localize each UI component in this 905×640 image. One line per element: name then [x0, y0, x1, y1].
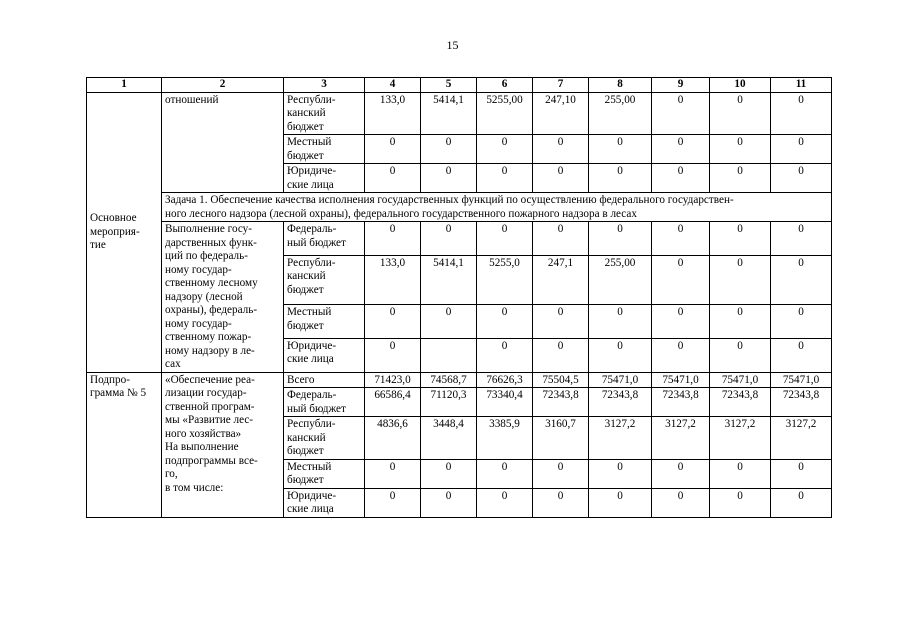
value-cell: 5255,00 [477, 92, 533, 135]
value-cell: 66586,4 [365, 388, 421, 417]
value-cell [421, 338, 477, 372]
funding-source-cell: Местный бюджет [284, 459, 365, 488]
value-cell: 0 [771, 255, 832, 304]
value-cell: 0 [652, 135, 710, 164]
value-cell: 75504,5 [533, 372, 589, 388]
value-cell: 0 [365, 135, 421, 164]
task-row [87, 193, 832, 222]
value-cell: 0 [365, 305, 421, 339]
value-cell: 0 [589, 135, 652, 164]
funding-source-cell: Местный бюджет [284, 135, 365, 164]
value-cell: 75471,0 [771, 372, 832, 388]
value-cell: 133,0 [365, 255, 421, 304]
value-cell: 72343,8 [533, 388, 589, 417]
value-cell: 0 [477, 338, 533, 372]
header-cell: 11 [771, 78, 832, 93]
table-row [87, 92, 832, 135]
value-cell: 0 [652, 488, 710, 517]
value-cell: 0 [365, 488, 421, 517]
value-cell: 0 [589, 459, 652, 488]
value-cell: 3385,9 [477, 417, 533, 460]
value-cell: 0 [533, 135, 589, 164]
value-cell: 0 [533, 338, 589, 372]
activity-name-cell: Выполнение госу- дарственных функ- ций по федераль- ному государ- ственному лесному надзору (лесной охраны), федераль- ному государ- ственному пожар- ному надзору в ле- сах [162, 222, 284, 373]
header-cell: 7 [533, 78, 589, 93]
value-cell: 4836,6 [365, 417, 421, 460]
budget-table [86, 77, 832, 518]
value-cell: 0 [710, 222, 771, 256]
value-cell: 5414,1 [421, 92, 477, 135]
value-cell: 0 [533, 488, 589, 517]
value-cell: 0 [710, 305, 771, 339]
value-cell: 0 [710, 338, 771, 372]
value-cell: 75471,0 [652, 372, 710, 388]
value-cell: 0 [533, 459, 589, 488]
value-cell: 0 [652, 305, 710, 339]
value-cell: 0 [589, 222, 652, 256]
value-cell: 0 [421, 488, 477, 517]
value-cell: 72343,8 [589, 388, 652, 417]
value-cell: 0 [589, 338, 652, 372]
funding-source-cell: Юридиче- ские лица [284, 164, 365, 193]
value-cell: 5414,1 [421, 255, 477, 304]
value-cell: 0 [589, 488, 652, 517]
header-cell: 1 [87, 78, 162, 93]
value-cell: 247,10 [533, 92, 589, 135]
value-cell: 0 [533, 305, 589, 339]
header-cell: 10 [710, 78, 771, 93]
value-cell: 0 [652, 255, 710, 304]
value-cell: 0 [365, 164, 421, 193]
value-cell: 0 [710, 92, 771, 135]
value-cell: 0 [365, 459, 421, 488]
funding-source-cell: Всего [284, 372, 365, 388]
value-cell: 0 [477, 135, 533, 164]
value-cell: 0 [710, 135, 771, 164]
value-cell: 0 [477, 222, 533, 256]
value-cell: 3127,2 [710, 417, 771, 460]
header-cell: 4 [365, 78, 421, 93]
value-cell: 3160,7 [533, 417, 589, 460]
value-cell: 0 [652, 459, 710, 488]
header-cell: 2 [162, 78, 284, 93]
header-cell: 3 [284, 78, 365, 93]
value-cell: 0 [421, 135, 477, 164]
value-cell: 0 [771, 135, 832, 164]
value-cell: 133,0 [365, 92, 421, 135]
value-cell: 72343,8 [710, 388, 771, 417]
table-row [87, 372, 832, 388]
value-cell: 0 [652, 92, 710, 135]
value-cell: 0 [421, 164, 477, 193]
value-cell: 5255,0 [477, 255, 533, 304]
value-cell: 0 [477, 459, 533, 488]
value-cell: 0 [365, 338, 421, 372]
value-cell: 75471,0 [589, 372, 652, 388]
value-cell: 0 [771, 488, 832, 517]
subprogram-name-cell: «Обеспечение реа- лизации государ- ственной програм- мы «Развитие лес- ного хозяйства» На выполнение подпрограммы все- го, в том числе: [162, 372, 284, 517]
value-cell: 71120,3 [421, 388, 477, 417]
value-cell: 0 [710, 459, 771, 488]
value-cell: 255,00 [589, 255, 652, 304]
value-cell: 0 [771, 459, 832, 488]
activity-type-cell [87, 92, 162, 372]
table-row [87, 222, 832, 256]
funding-source-cell: Федераль- ный бюджет [284, 222, 365, 256]
funding-source-cell: Местный бюджет [284, 305, 365, 339]
value-cell: 0 [652, 338, 710, 372]
task-description: Задача 1. Обеспечение качества исполнения государственных функций по осуществлению федерального государствен- ного лесного надзора (лесной охраны), федерального государственного пожарного надзора в лесах [162, 193, 832, 222]
value-cell: 255,00 [589, 92, 652, 135]
header-cell: 8 [589, 78, 652, 93]
value-cell: 0 [771, 305, 832, 339]
funding-source-cell: Республи- канский бюджет [284, 417, 365, 460]
value-cell: 3127,2 [589, 417, 652, 460]
funding-source-cell: Федераль- ный бюджет [284, 388, 365, 417]
value-cell: 0 [421, 222, 477, 256]
value-cell: 0 [652, 222, 710, 256]
value-cell: 72343,8 [771, 388, 832, 417]
value-cell: 0 [652, 164, 710, 193]
activity-name-cell: отношений [162, 92, 284, 193]
value-cell: 71423,0 [365, 372, 421, 388]
value-cell: 0 [421, 459, 477, 488]
value-cell: 74568,7 [421, 372, 477, 388]
value-cell: 0 [771, 338, 832, 372]
value-cell: 0 [421, 305, 477, 339]
value-cell: 75471,0 [710, 372, 771, 388]
value-cell: 72343,8 [652, 388, 710, 417]
funding-source-cell: Республи- канский бюджет [284, 92, 365, 135]
value-cell: 0 [477, 305, 533, 339]
header-row [87, 78, 832, 93]
value-cell: 0 [477, 164, 533, 193]
activity-type-label: Основное мероприя- тие [90, 212, 140, 252]
value-cell: 0 [477, 488, 533, 517]
value-cell: 0 [365, 222, 421, 256]
value-cell: 0 [533, 164, 589, 193]
value-cell: 0 [533, 222, 589, 256]
value-cell: 0 [771, 222, 832, 256]
subprogram-cell: Подпро- грамма № 5 [87, 372, 162, 517]
header-cell: 9 [652, 78, 710, 93]
header-cell: 6 [477, 78, 533, 93]
value-cell: 3127,2 [652, 417, 710, 460]
value-cell: 3127,2 [771, 417, 832, 460]
value-cell: 0 [710, 164, 771, 193]
page-number: 15 [446, 38, 459, 52]
value-cell: 3448,4 [421, 417, 477, 460]
value-cell: 73340,4 [477, 388, 533, 417]
value-cell: 0 [710, 255, 771, 304]
value-cell: 0 [589, 305, 652, 339]
value-cell: 0 [589, 164, 652, 193]
value-cell: 76626,3 [477, 372, 533, 388]
value-cell: 0 [771, 92, 832, 135]
funding-source-cell: Республи- канский бюджет [284, 255, 365, 304]
header-cell: 5 [421, 78, 477, 93]
funding-source-cell: Юридиче- ские лица [284, 338, 365, 372]
value-cell: 0 [710, 488, 771, 517]
funding-source-cell: Юридиче- ские лица [284, 488, 365, 517]
value-cell: 0 [771, 164, 832, 193]
value-cell: 247,1 [533, 255, 589, 304]
